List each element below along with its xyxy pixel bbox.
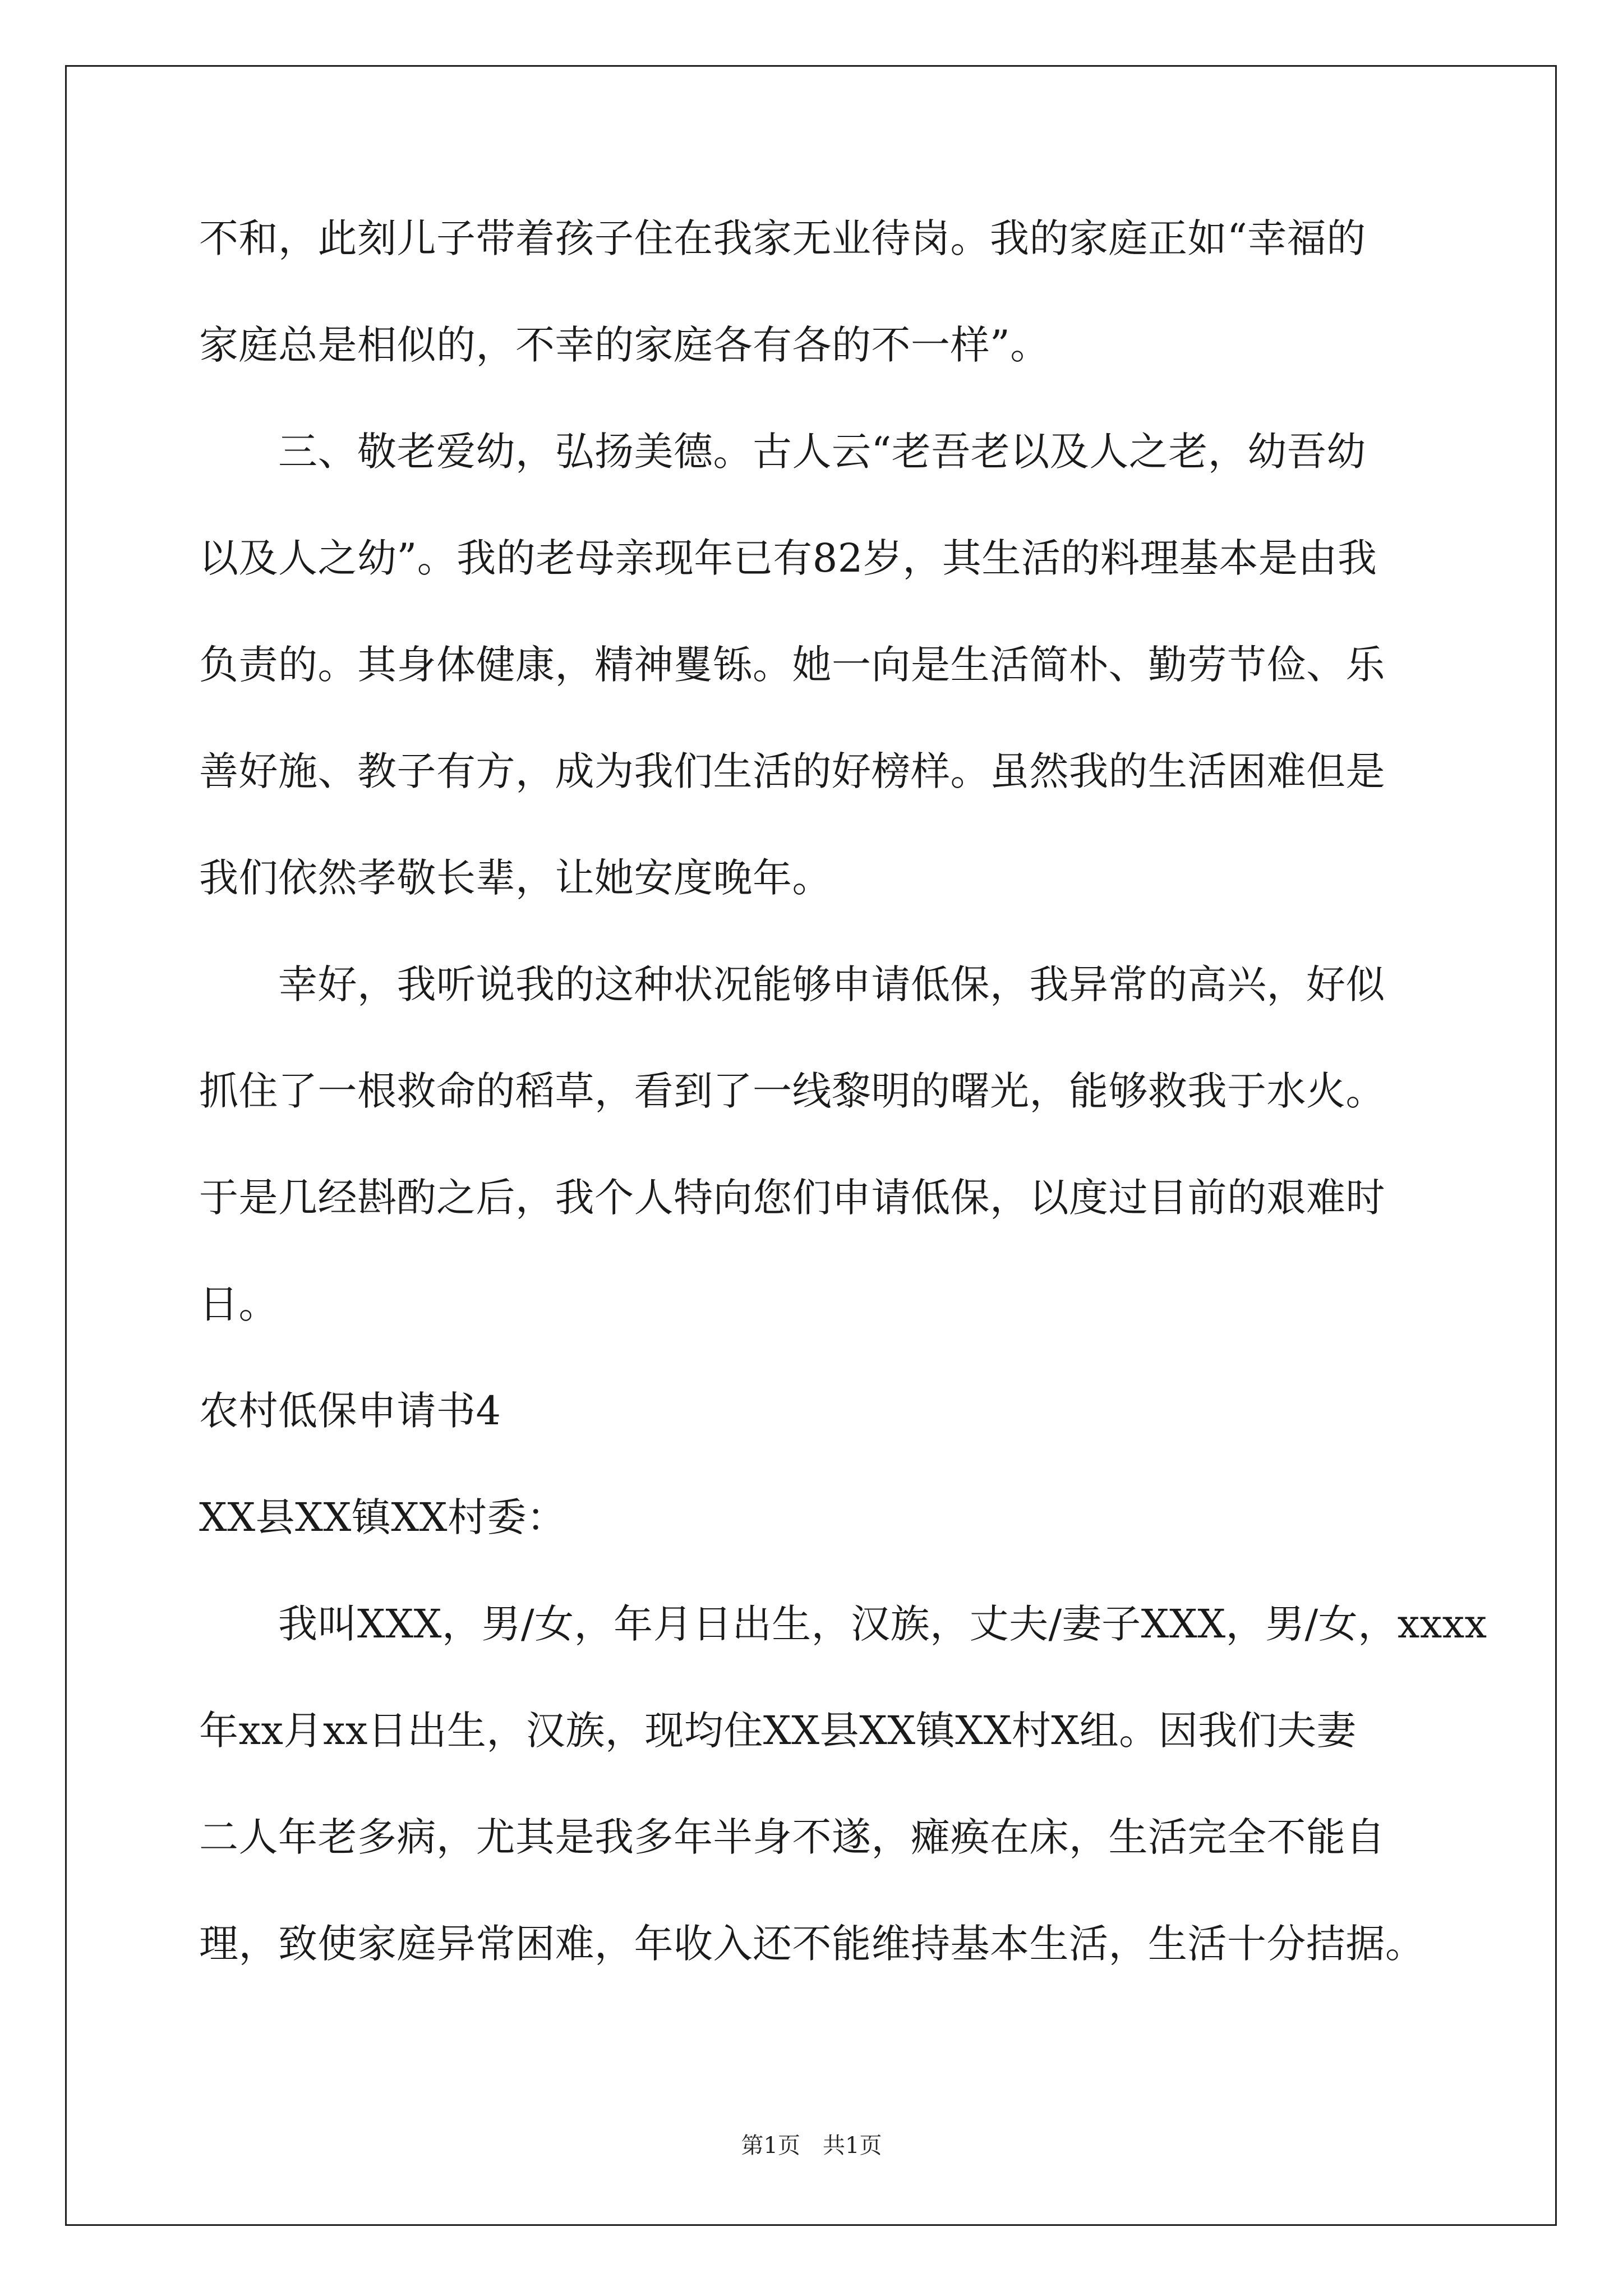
text-line: 我们依然孝敬长辈，让她安度晚年。 — [199, 855, 832, 901]
page-number-footer: 第1页 共1页 — [741, 2133, 882, 2159]
text-line: 二人年老多病，尤其是我多年半身不遂，瘫痪在床，生活完全不能自 — [199, 1814, 1385, 1860]
text-line: 抓住了一根救命的稻草，看到了一线黎明的曙光，能够救我于水火。 — [199, 1068, 1385, 1114]
text-line: 日。 — [199, 1281, 278, 1327]
text-line: 善好施、教子有方，成为我们生活的好榜样。虽然我的生活困难但是 — [199, 748, 1385, 794]
paragraph-start-line: 三、敬老爱幼，弘扬美德。古人云“老吾老以及人之老，幼吾幼 — [199, 429, 1366, 475]
text-line: 于是几经斟酌之后，我个人特向您们申请低保，以度过目前的艰难时 — [199, 1175, 1385, 1221]
text-line: 家庭总是相似的，不幸的家庭各有各的不一样”。 — [199, 322, 1050, 368]
text-line: 不和，此刻儿子带着孩子住在我家无业待岗。我的家庭正如“幸福的 — [199, 215, 1366, 261]
paragraph-start-line: 幸好，我听说我的这种状况能够申请低保，我异常的高兴，好似 — [199, 961, 1385, 1007]
addressee-line: XX县XX镇XX村委： — [199, 1494, 566, 1540]
text-line: 以及人之幼”。我的老母亲现年已有82岁，其生活的料理基本是由我 — [199, 535, 1377, 581]
section-heading: 农村低保申请书4 — [199, 1388, 501, 1434]
page-border — [65, 65, 1557, 2226]
paragraph-start-line: 我叫XXX，男/女，年月日出生，汉族，丈夫/妻子XXX，男/女，xxxx — [199, 1601, 1487, 1647]
text-line: 理，致使家庭异常困难，年收入还不能维持基本生活，生活十分拮据。 — [199, 1921, 1425, 1967]
text-line: 负责的。其身体健康，精神矍铄。她一向是生活简朴、勤劳节俭、乐 — [199, 642, 1385, 688]
text-line: 年xx月xx日出生，汉族，现均住XX县XX镇XX村X组。因我们夫妻 — [199, 1708, 1357, 1754]
